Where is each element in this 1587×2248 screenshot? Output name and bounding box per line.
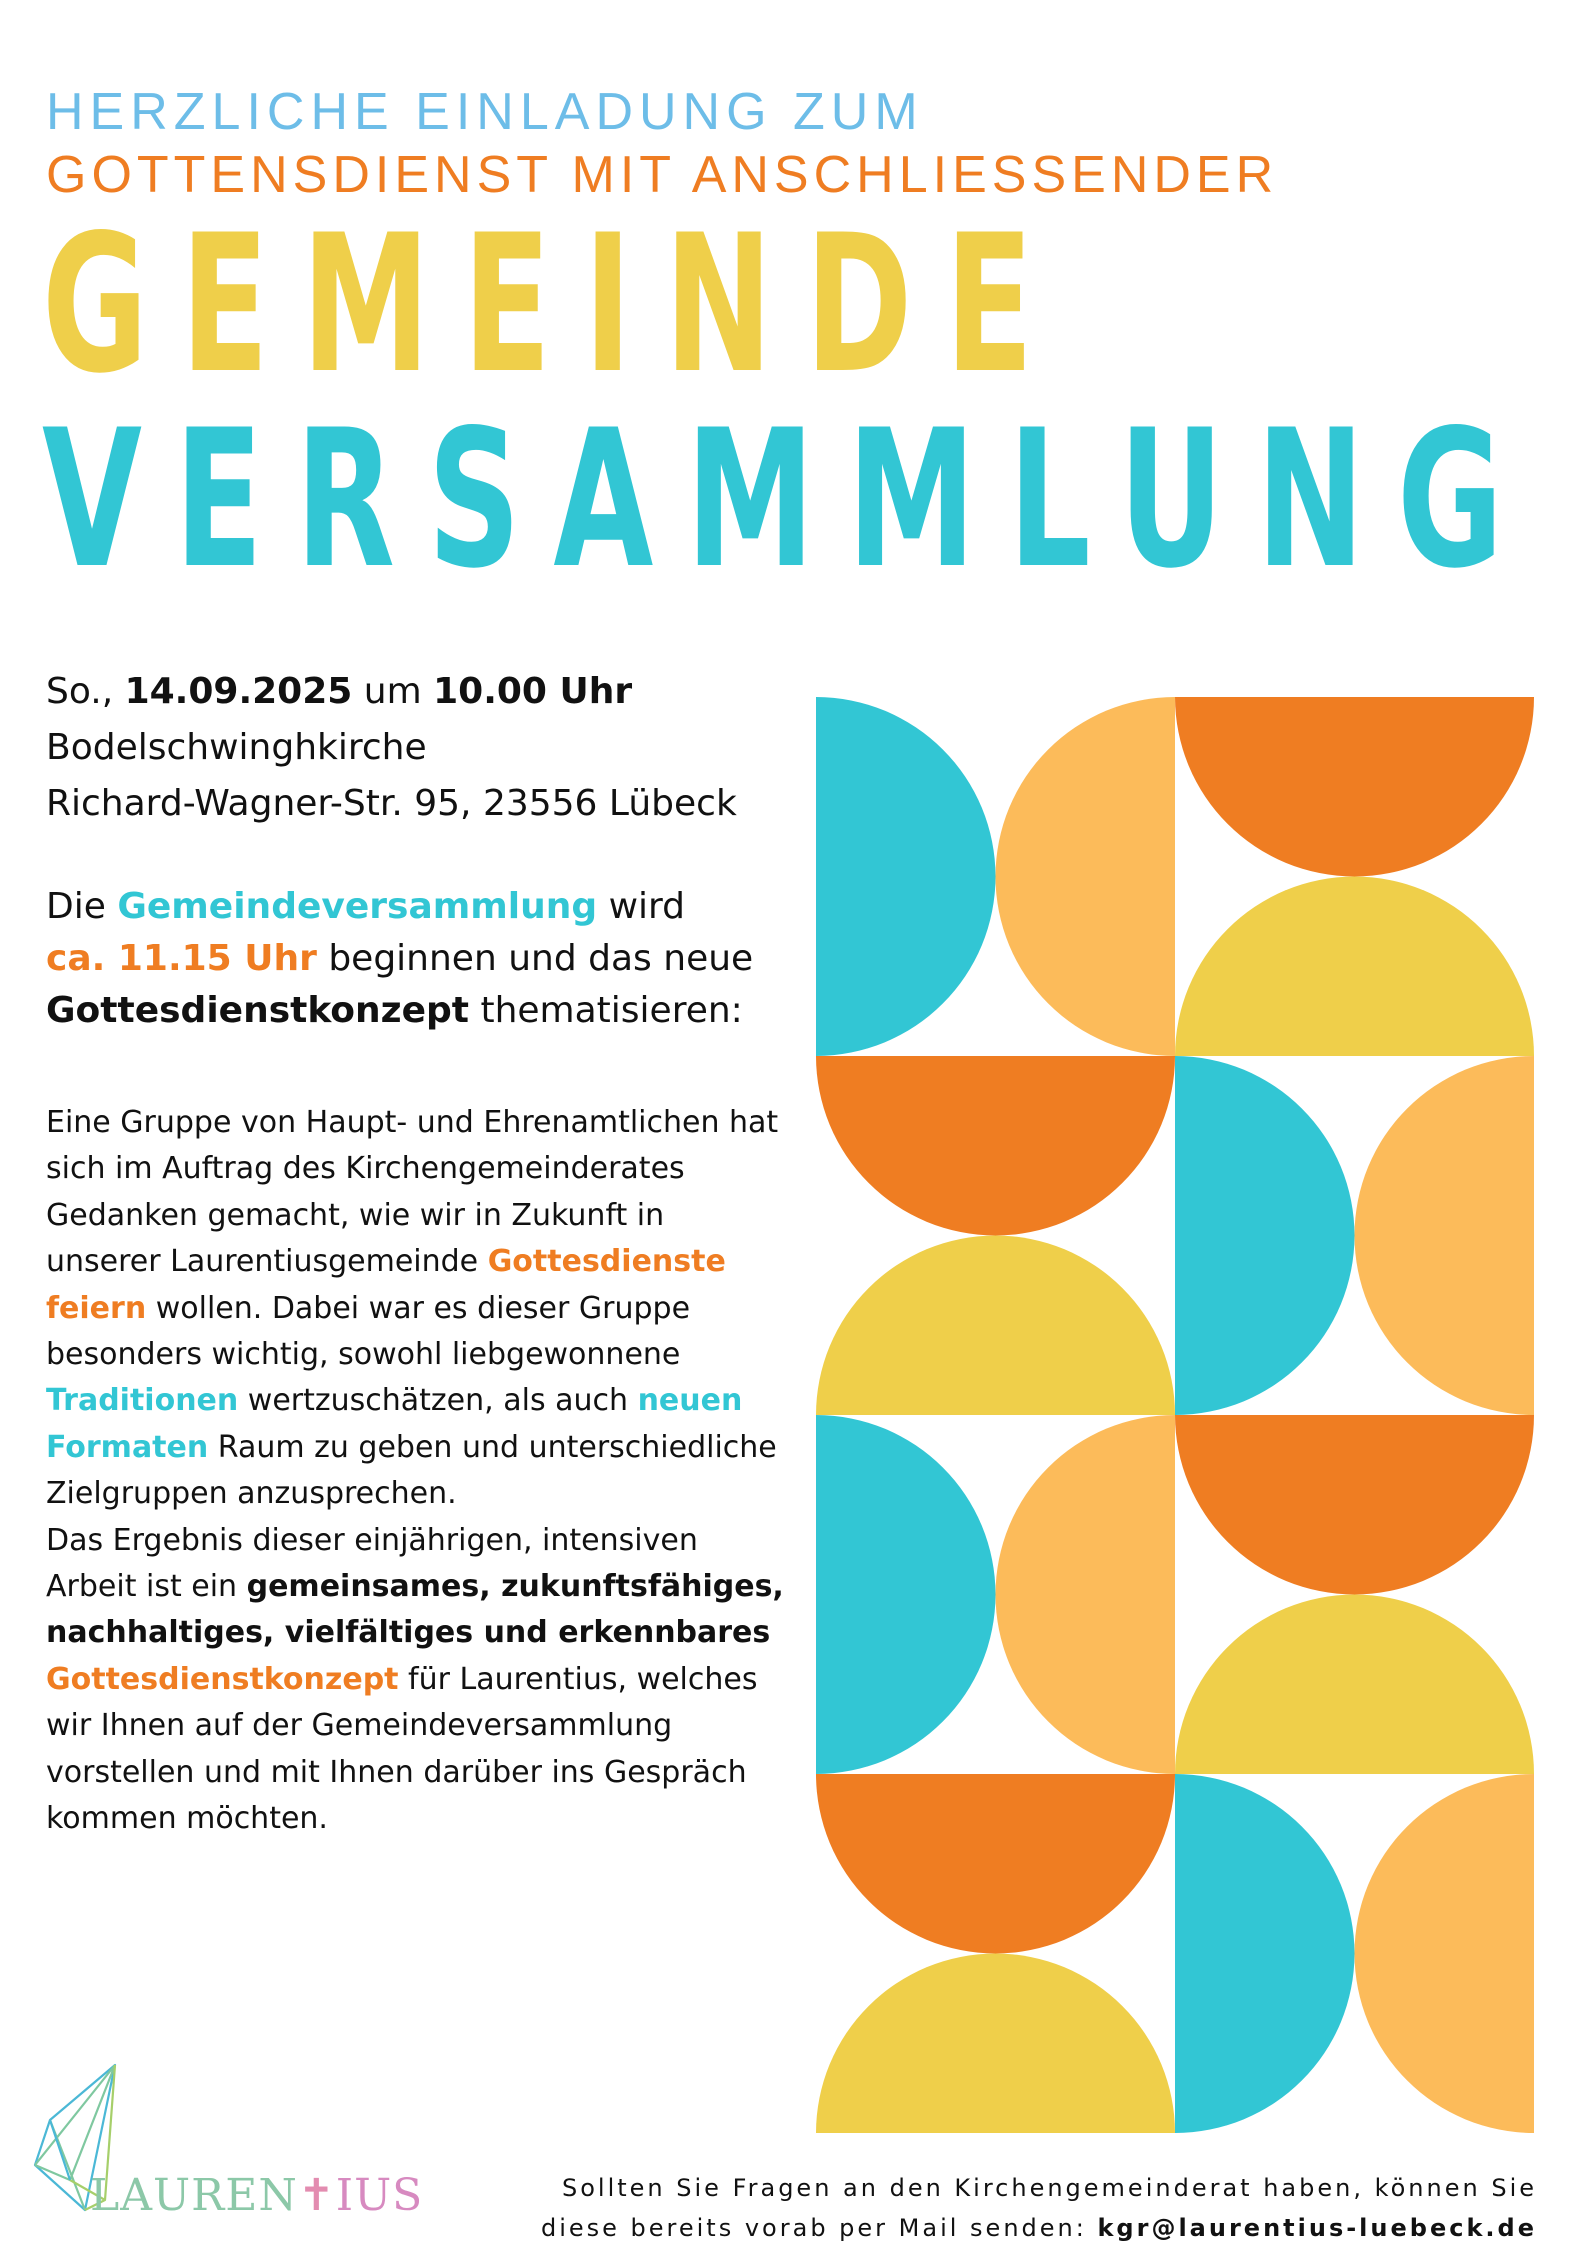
half-circle-orange xyxy=(1175,697,1534,877)
half-circle-yellow xyxy=(1175,877,1534,1057)
contact-email-link[interactable]: kgr@laurentius-luebeck.de xyxy=(1097,2214,1537,2242)
half-circle-teal xyxy=(816,697,996,1056)
half-circle-teal xyxy=(1175,1056,1355,1415)
half-circle-orange xyxy=(816,1774,1175,1954)
half-circle-yellow xyxy=(1175,1595,1534,1775)
event-date: 14.09.2025 xyxy=(124,671,353,712)
logo-wordmark: LAUREN✝IUS xyxy=(90,2170,424,2221)
half-circle-light-orange xyxy=(1355,1056,1535,1415)
event-time: 10.00 Uhr xyxy=(433,671,633,712)
footer-contact: Sollten Sie Fragen an den Kirchengemeinderat haben, können Sie diese bereits vorab per Mail senden: kgr@laurentius-luebeck.de xyxy=(540,2174,1537,2242)
service-line: GOTTENSDIENST MIT ANSCHLIESSENDER xyxy=(46,146,1279,204)
body-text: Eine Gruppe von Haupt- und Ehrenamtlichen hat sich im Auftrag des Kirchengemeinderates Gedanken gemacht, wie wir in Zukunft in unserer Laurentiusgemeinde Gottesdienste feiern wollen. Dabei war es dieser Gruppe besonders wichtig, sowohl liebgewonnene Traditionen wertzuschätzen, als auch neuen Formaten Raum zu geben und unterschiedliche Zielgruppen anzusprechen. Das Ergebnis dieser einjährigen, intensiven Arbeit ist ein gemeinsames, zukunftsfähiges, nachhaltiges, vielfältiges und erkennbares Gottesdienstkonzept für Laurentius, welches wir Ihnen auf der Gemeindeversammlung vorstellen und mit Ihnen darüber ins Gespräch kommen möchten. xyxy=(46,1105,784,1837)
invitation-line: HERZLICHE EINLADUNG ZUM xyxy=(46,83,924,141)
half-circle-light-orange xyxy=(996,1415,1176,1774)
half-circle-yellow xyxy=(816,1236,1175,1416)
decorative-pattern xyxy=(816,697,1536,2134)
half-circle-yellow xyxy=(816,1954,1175,2134)
event-datetime: So., 14.09.2025 um 10.00 Uhr xyxy=(46,671,633,712)
title-versammlung: VERSAMMLUNG xyxy=(42,389,1536,610)
event-address: Richard-Wagner-Str. 95, 23556 Lübeck xyxy=(46,783,737,824)
intro-paragraph: Die Gemeindeversammlung wird ca. 11.15 Uhr beginnen und das neue Gottesdienstkonzept thematisieren: xyxy=(46,886,754,1031)
half-circle-teal xyxy=(1175,1774,1355,2133)
cross-icon: ✝ xyxy=(297,2170,336,2221)
half-circle-teal xyxy=(816,1415,996,1774)
half-circle-orange xyxy=(1175,1415,1534,1595)
event-church: Bodelschwinghkirche xyxy=(46,727,427,768)
half-circle-light-orange xyxy=(996,697,1176,1056)
title-gemeinde: GEMEINDE xyxy=(42,194,1066,415)
half-circle-orange xyxy=(816,1056,1175,1236)
half-circle-light-orange xyxy=(1355,1774,1535,2133)
